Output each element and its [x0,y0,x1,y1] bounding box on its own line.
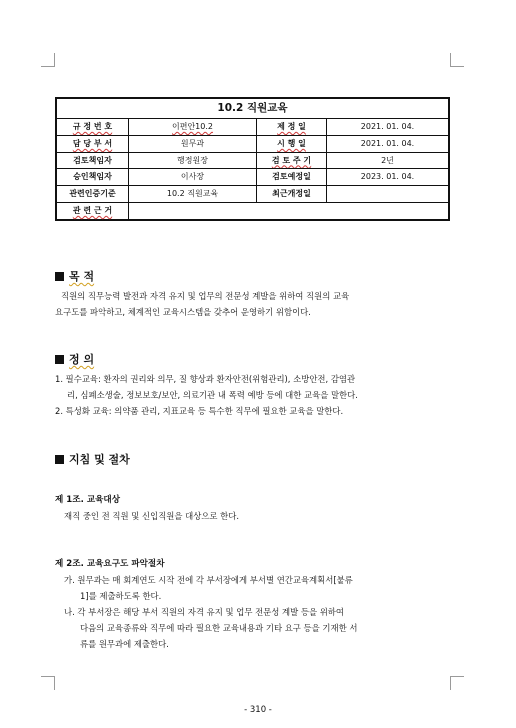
regulation-info-table [55,97,450,221]
value-scheduled-review: 2023. 01. 04. [327,169,448,186]
value-effective-date: 2021. 01. 04. [327,136,448,153]
label-last-revised: 최근개정일 [257,186,327,203]
label-related-criteria: 관련인증기준 [57,186,129,203]
value-reviewer: 행정원장 [129,153,257,170]
definition-heading: 정 의 [55,351,94,367]
purpose-heading: 목 적 [55,268,94,284]
square-bullet-icon [55,272,64,281]
article-1-line-1: 재직 중인 전 직원 및 신입직원을 대상으로 한다. [64,511,240,521]
label-department: 담 당 부 서 [57,136,129,153]
article-2-line-3: 나. 각 부서장은 해당 부서 직원의 자격 유지 및 업무 전문성 계발 등을 위하여 [64,607,344,617]
value-enacted-date: 2021. 01. 04. [327,119,448,136]
info-grid [57,119,448,220]
article-2-line-4: 다음의 교육종류와 직무에 따라 필요한 교육내용과 기타 요구 등을 기재한 서 [80,623,358,633]
value-related-criteria: 10.2 직원교육 [129,186,257,203]
value-approver: 이사장 [129,169,257,186]
value-related-basis [129,203,448,220]
purpose-line-1: 직원의 직무능력 발전과 자격 유지 및 업무의 전문성 계발을 위하여 직원의 교육 [61,291,350,301]
crop-mark-bottom-left [41,676,55,690]
label-scheduled-review: 검토예정일 [257,169,327,186]
article-2-line-2: 1]를 제출하도록 한다. [80,591,162,601]
label-reviewer: 검토책임자 [57,153,129,170]
definition-line-2: 리, 심폐소생술, 정보보호/보안, 의료기관 내 폭력 예방 등에 대한 교육을 말한다. [67,390,358,400]
article-2-title: 제 2조. 교육요구도 파악절차 [55,559,165,569]
purpose-line-2: 요구도를 파악하고, 체계적인 교육시스템을 갖추어 운영하기 위함이다. [55,307,311,317]
article-2-line-5: 류를 원무과에 제출한다. [80,639,169,649]
label-approver: 승인책임자 [57,169,129,186]
procedures-heading: 지침 및 절차 [55,451,130,467]
value-department: 원무과 [129,136,257,153]
crop-mark-bottom-right [450,676,464,690]
table-title: 10.2 직원교육 [57,99,448,119]
label-review-cycle: 검 토 주 기 [257,153,327,170]
crop-mark-top-right [450,53,464,67]
label-enacted-date: 제 정 일 [257,119,327,136]
crop-mark-top-left [41,53,55,67]
value-last-revised [327,186,448,203]
label-regulation-number: 규 정 번 호 [57,119,129,136]
page-number: - 310 - [244,705,272,715]
label-effective-date: 시 행 일 [257,136,327,153]
definition-line-3: 2. 특성화 교육: 의약품 관리, 지표교육 등 특수한 직무에 필요한 교육을 말한다. [55,406,344,416]
article-1-title: 제 1조. 교육대상 [55,495,121,505]
value-regulation-number: 이편안10.2 [129,119,257,136]
article-2-line-1: 가. 원무과는 매 회계연도 시작 전에 각 부서장에게 부서별 연간교육계획서[붙류 [64,575,353,585]
square-bullet-icon [55,455,64,464]
value-review-cycle: 2년 [327,153,448,170]
label-related-basis: 관 련 근 거 [57,203,129,220]
definition-line-1: 1. 필수교육: 환자의 권리와 의무, 질 향상과 환자안전(위험관리), 소방안전, 감염관 [55,374,356,384]
square-bullet-icon [55,355,64,364]
